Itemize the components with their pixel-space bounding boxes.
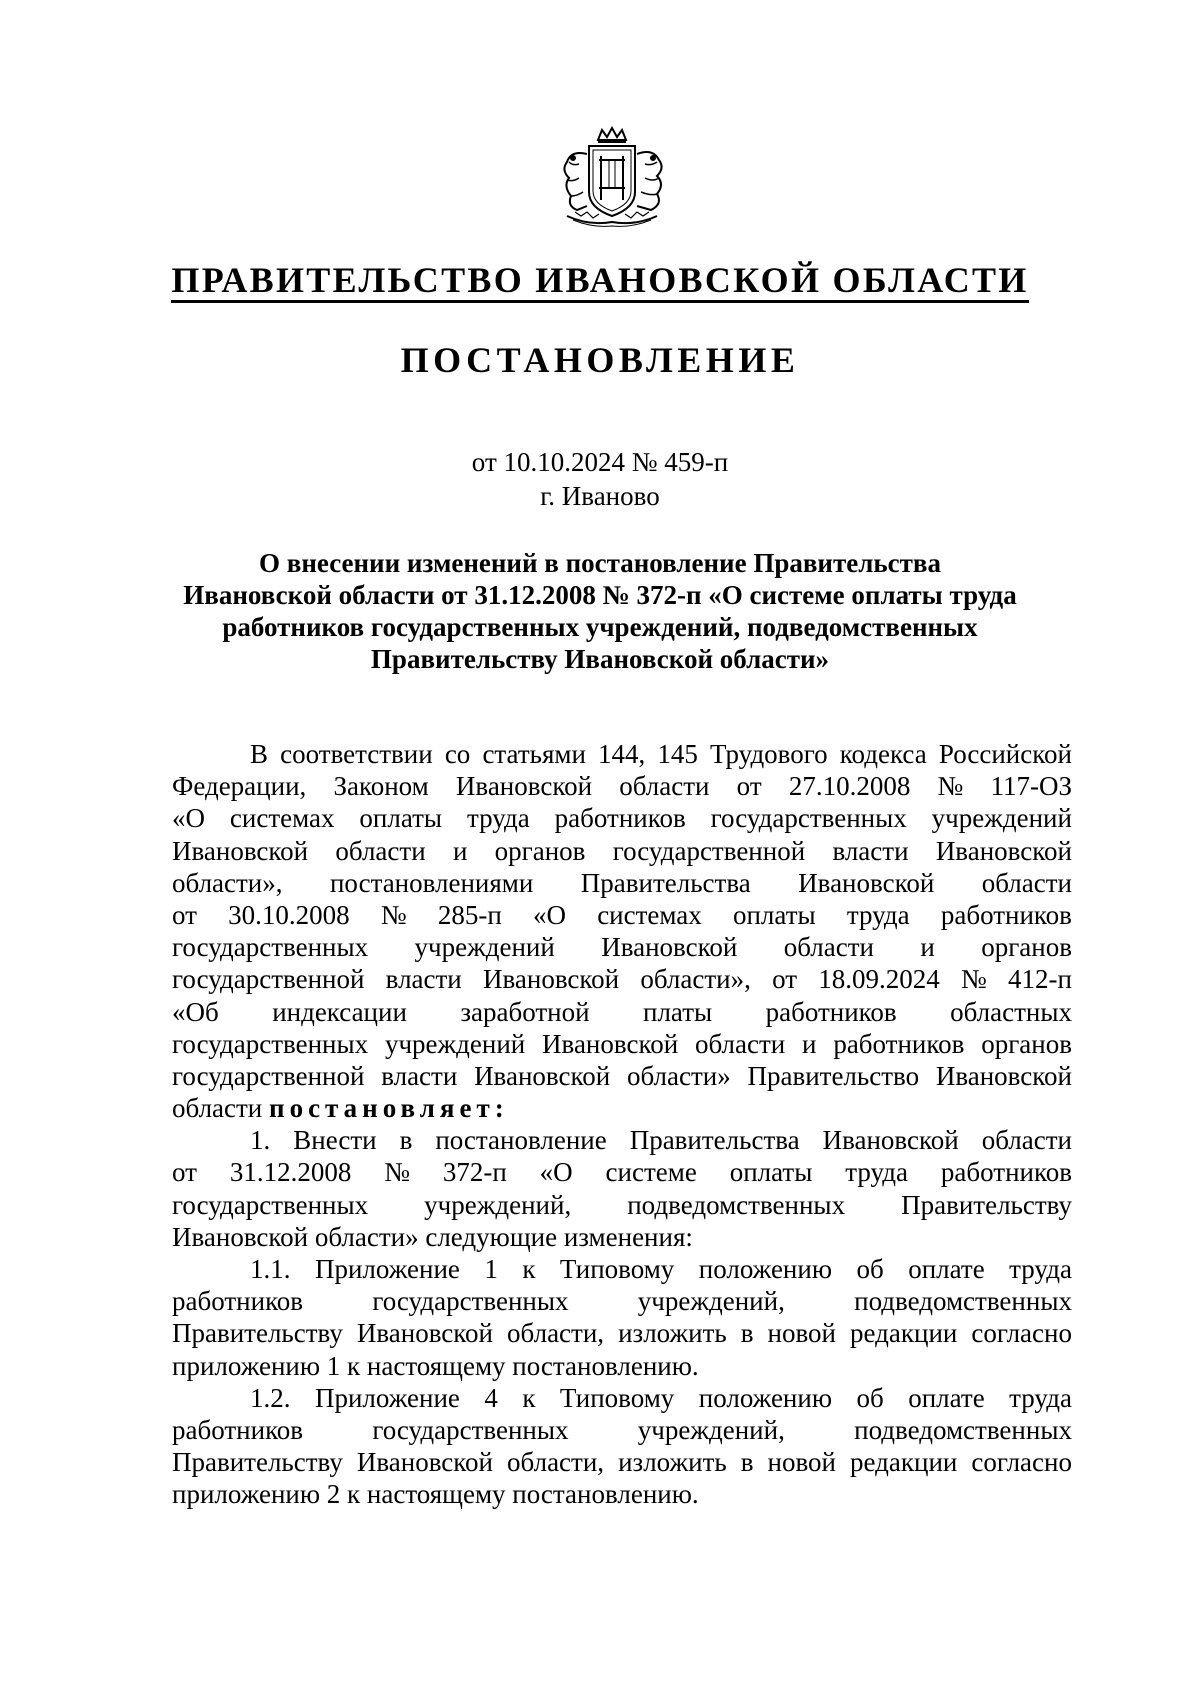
body-line bbox=[172, 963, 1072, 995]
body-word: от bbox=[772, 964, 798, 995]
body-word: государственных bbox=[372, 1286, 569, 1317]
body-line bbox=[172, 1253, 1072, 1285]
body-word: работников bbox=[940, 899, 1072, 930]
body-word: 285-п bbox=[437, 899, 502, 930]
body-word: 30.10.2008 bbox=[228, 899, 350, 930]
body-word: изложить bbox=[618, 1318, 727, 1349]
body-word: Ивановской bbox=[822, 1125, 959, 1156]
city-line: г. Иваново bbox=[540, 481, 660, 511]
body-word: и bbox=[452, 835, 468, 866]
body-word: статьями bbox=[482, 739, 586, 769]
body-word: Ивановской bbox=[935, 1060, 1072, 1091]
body-word: и bbox=[920, 932, 935, 963]
body-word: подведомственных bbox=[854, 1414, 1072, 1445]
body-word: власти bbox=[385, 964, 462, 995]
body-word: системе bbox=[605, 1157, 697, 1188]
body-word: 145 bbox=[657, 739, 698, 769]
body-word: постановлениями bbox=[329, 867, 534, 898]
body-word: государственных bbox=[372, 1414, 569, 1445]
date-number-line: от 10.10.2024 № 459-п bbox=[471, 447, 729, 477]
body-word: Ивановской bbox=[356, 1447, 493, 1478]
body-word: области, bbox=[507, 1318, 605, 1349]
body-word: государственной bbox=[172, 964, 365, 995]
body-word: к bbox=[522, 1254, 536, 1284]
body-word: новой bbox=[767, 1318, 836, 1349]
body-word: 372-п bbox=[442, 1157, 507, 1188]
body-line bbox=[172, 1414, 1072, 1446]
body-word: Типовому bbox=[559, 1382, 675, 1413]
body-word: труда bbox=[466, 803, 530, 834]
body-word: области» bbox=[626, 1060, 731, 1091]
body-word: в bbox=[399, 1125, 413, 1156]
body-line bbox=[172, 1028, 1072, 1060]
body-word: области bbox=[783, 932, 874, 963]
body-word: оплаты bbox=[732, 899, 816, 930]
body-word: области bbox=[335, 835, 426, 866]
body-word: об bbox=[856, 1382, 884, 1413]
subject-line: работников государственных учреждений, подведомственных bbox=[222, 612, 978, 642]
body-word: оплате bbox=[908, 1254, 985, 1284]
subject-line: Правительству Ивановской области» bbox=[370, 644, 830, 674]
body-word: системах bbox=[597, 899, 702, 930]
body-word: Ивановской bbox=[935, 835, 1072, 866]
body-word: государственной bbox=[612, 835, 806, 866]
body-word: 1.2. bbox=[250, 1382, 291, 1413]
organization-title bbox=[0, 258, 1200, 303]
resolves-word: постановляет: bbox=[269, 1093, 509, 1124]
body-word: 1 bbox=[484, 1254, 498, 1284]
body-word: труда bbox=[845, 1157, 909, 1188]
body-word: кодекса bbox=[839, 739, 927, 769]
body-word: положению bbox=[698, 1254, 832, 1284]
body-word: Ивановской bbox=[474, 1060, 611, 1091]
body-word: оплаты bbox=[359, 803, 443, 834]
body-word: органов bbox=[494, 835, 586, 866]
body-word: области bbox=[981, 867, 1072, 898]
body-word: работников bbox=[765, 996, 897, 1027]
body-word: работников bbox=[833, 1028, 965, 1059]
subject-line: О внесении изменений в постановление Правительства bbox=[259, 548, 941, 578]
body-word: 4 bbox=[484, 1382, 498, 1413]
body-word: редакции bbox=[850, 1447, 958, 1478]
body-word: Правительства bbox=[580, 867, 751, 898]
body-line bbox=[172, 867, 1072, 899]
body-word: платы bbox=[643, 996, 713, 1027]
body-word: органов bbox=[981, 932, 1072, 963]
body-word: учреждений bbox=[414, 932, 555, 963]
body-word: заработной bbox=[460, 996, 590, 1027]
body-word: учреждений bbox=[384, 1028, 526, 1059]
body-word: № bbox=[937, 771, 964, 802]
body-line bbox=[172, 1189, 1072, 1221]
organization-title-text: ПРАВИТЕЛЬСТВО ИВАНОВСКОЙ ОБЛАСТИ bbox=[171, 260, 1028, 303]
body-word: учреждений, bbox=[637, 1286, 785, 1317]
body-word: от bbox=[172, 1157, 197, 1188]
body-word: Законом bbox=[333, 771, 429, 802]
body-line: Ивановской области» следующие изменения: bbox=[172, 1221, 693, 1252]
body-word: 412-п bbox=[1008, 964, 1072, 995]
body-line bbox=[172, 1060, 1072, 1092]
body-word: области», bbox=[640, 964, 751, 995]
body-word: № bbox=[380, 899, 407, 930]
body-word: учреждений, bbox=[637, 1414, 785, 1445]
body-word: «О bbox=[172, 803, 205, 834]
body-word: учреждений bbox=[931, 803, 1072, 834]
body-line bbox=[172, 835, 1072, 867]
body-word: индексации bbox=[272, 996, 407, 1027]
body-word: Типовому bbox=[559, 1254, 675, 1284]
body-word: Федерации, bbox=[172, 771, 307, 802]
body-word: учреждений, bbox=[424, 1189, 572, 1220]
body-word: «О bbox=[539, 1157, 573, 1188]
body-word: подведомственных bbox=[627, 1189, 846, 1220]
body-line bbox=[172, 931, 1072, 963]
body-word: редакции bbox=[850, 1318, 958, 1349]
body-word: государственных bbox=[172, 932, 369, 963]
body-word: 1.1. bbox=[250, 1254, 291, 1284]
body-word: Правительству bbox=[172, 1447, 343, 1478]
body-word: согласно bbox=[971, 1447, 1072, 1478]
body-word: в bbox=[740, 1318, 754, 1349]
body-word: подведомственных bbox=[854, 1286, 1072, 1317]
body-word: об bbox=[856, 1254, 884, 1284]
body-line bbox=[172, 738, 1072, 770]
body-word: государственных bbox=[172, 1189, 369, 1220]
body-word: области», bbox=[172, 867, 283, 898]
body-word: Ивановской bbox=[483, 964, 620, 995]
body-word: оплате bbox=[908, 1382, 985, 1413]
body-word: области bbox=[619, 771, 710, 802]
body-word: к bbox=[522, 1382, 536, 1413]
body-word: «О bbox=[532, 899, 566, 930]
body-line bbox=[172, 770, 1072, 802]
body-word: в bbox=[740, 1447, 754, 1478]
body-line bbox=[172, 996, 1072, 1028]
body-line bbox=[172, 802, 1072, 834]
body-word: согласно bbox=[971, 1318, 1072, 1349]
document-subject bbox=[130, 547, 1070, 675]
document-body bbox=[172, 738, 1072, 1511]
body-line: приложению 2 к настоящему постановлению. bbox=[172, 1479, 699, 1510]
body-word: государственной bbox=[172, 1060, 365, 1091]
body-line-resolution bbox=[172, 1092, 1072, 1124]
subject-line: Ивановской области от 31.12.2008 № 372-п «О системе оплаты труда bbox=[183, 580, 1017, 610]
body-word: со bbox=[444, 739, 471, 769]
body-word: труда bbox=[1009, 1254, 1072, 1284]
body-word: новой bbox=[767, 1447, 836, 1478]
body-word: Ивановской bbox=[356, 1318, 493, 1349]
body-word: 31.12.2008 bbox=[229, 1157, 352, 1188]
body-word: 1. bbox=[250, 1125, 271, 1156]
body-word: государственных bbox=[172, 1028, 369, 1059]
document-type-heading: ПОСТАНОВЛЕНИЕ bbox=[400, 340, 800, 380]
body-word: Приложение bbox=[314, 1382, 460, 1413]
body-word: области bbox=[694, 1028, 786, 1059]
body-line bbox=[172, 1124, 1072, 1156]
body-word: от bbox=[172, 899, 197, 930]
body-word: постановление bbox=[435, 1125, 607, 1156]
body-word: работников bbox=[172, 1414, 304, 1445]
body-word: власти bbox=[832, 835, 909, 866]
body-line bbox=[172, 899, 1072, 931]
body-line bbox=[172, 1382, 1072, 1414]
body-word: работников bbox=[172, 1286, 304, 1317]
body-word: № bbox=[384, 1157, 410, 1188]
body-line-text: области bbox=[172, 1093, 263, 1124]
body-word: В bbox=[250, 739, 269, 769]
body-word: и bbox=[802, 1028, 817, 1059]
coat-of-arms-emblem bbox=[553, 126, 671, 230]
body-word: Приложение bbox=[314, 1254, 460, 1284]
body-word: 117-ОЗ bbox=[990, 771, 1072, 802]
body-line bbox=[172, 1317, 1072, 1349]
body-word: органов bbox=[981, 1028, 1072, 1059]
body-word: соответствии bbox=[280, 739, 433, 769]
body-word: положению bbox=[698, 1382, 832, 1413]
body-word: оплаты bbox=[729, 1157, 813, 1188]
body-word: Правительство bbox=[747, 1060, 920, 1091]
body-word: области bbox=[981, 1125, 1072, 1156]
body-word: изложить bbox=[618, 1447, 727, 1478]
body-line bbox=[172, 1446, 1072, 1478]
body-word: Внести bbox=[293, 1125, 377, 1156]
body-word: 27.10.2008 bbox=[788, 771, 911, 802]
body-word: 18.09.2024 bbox=[818, 964, 940, 995]
body-word: Ивановской bbox=[172, 835, 309, 866]
body-word: № bbox=[961, 964, 987, 995]
body-word: 144, bbox=[598, 739, 646, 769]
body-word: Правительству bbox=[172, 1318, 343, 1349]
body-word: Правительства bbox=[629, 1125, 800, 1156]
body-word: Ивановской bbox=[542, 1028, 679, 1059]
body-word: области, bbox=[507, 1447, 605, 1478]
body-word: Правительству bbox=[901, 1189, 1072, 1220]
body-word: Трудового bbox=[710, 739, 828, 769]
body-word: государственных bbox=[710, 803, 907, 834]
body-word: Ивановской bbox=[798, 867, 935, 898]
body-line bbox=[172, 1156, 1072, 1188]
body-word: работников bbox=[554, 803, 686, 834]
body-word: Ивановской bbox=[455, 771, 593, 802]
body-line: приложению 1 к настоящему постановлению. bbox=[172, 1350, 699, 1381]
body-word: областных bbox=[950, 996, 1072, 1027]
body-word: труда bbox=[846, 899, 910, 930]
body-line bbox=[172, 1285, 1072, 1317]
body-word: власти bbox=[381, 1060, 458, 1091]
body-word: Российской bbox=[938, 739, 1072, 769]
body-word: труда bbox=[1009, 1382, 1072, 1413]
body-word: Ивановской bbox=[601, 932, 738, 963]
body-word: системах bbox=[229, 803, 335, 834]
body-word: от bbox=[736, 771, 762, 802]
body-word: работников bbox=[940, 1157, 1072, 1188]
body-word: «Об bbox=[172, 996, 219, 1027]
